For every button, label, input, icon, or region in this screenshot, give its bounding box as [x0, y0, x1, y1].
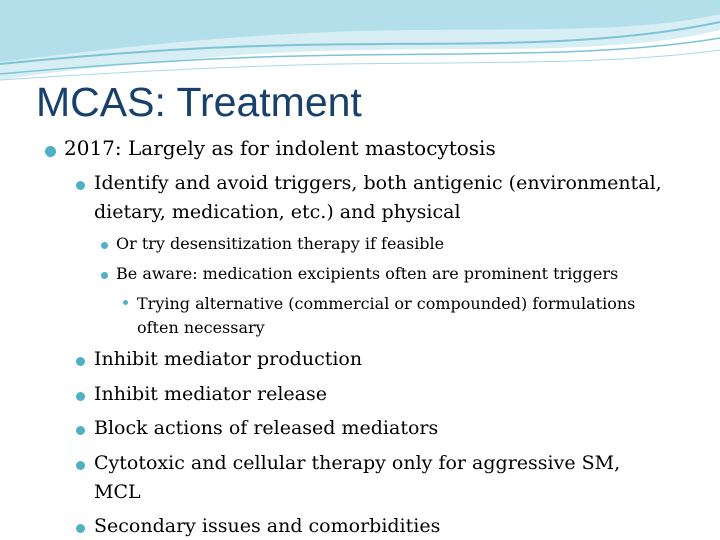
bullet-dot-icon — [76, 426, 85, 435]
bullet-dot-icon — [76, 181, 85, 190]
bullet-text: Inhibit mediator release — [94, 383, 327, 405]
bullet-dot-icon — [76, 461, 85, 470]
bullet-dot-icon — [45, 146, 56, 157]
bullet-text: Identify and avoid triggers, both antigenic (environmental, — [94, 172, 662, 194]
bullet-text: 2017: Largely as for indolent mastocytosis — [64, 136, 496, 160]
bullet-text: Inhibit mediator production — [94, 348, 363, 370]
bullet-text: Secondary issues and comorbidities — [94, 515, 441, 537]
bullet-text: Or try desensitization therapy if feasible — [116, 234, 445, 253]
bullet-text: Be aware: medication excipients often are prominent triggers — [116, 264, 619, 283]
bullet-text: Block actions of released mediators — [94, 417, 439, 439]
bullet-text: often necessary — [137, 318, 265, 337]
bullet-dot-icon — [101, 242, 108, 249]
bullet-dot-icon — [123, 300, 128, 305]
bullet-text: dietary, medication, etc.) and physical — [94, 201, 461, 223]
bullet-dot-icon — [76, 392, 85, 401]
bullet-dot-icon — [76, 357, 85, 366]
slide-title: MCAS: Treatment — [36, 79, 362, 125]
bullet-text: Cytotoxic and cellular therapy only for aggressive SM, — [94, 452, 621, 474]
bullet-dot-icon — [101, 272, 108, 279]
bullet-text: MCL — [94, 481, 141, 503]
bullet-text: Trying alternative (commercial or compounded) formulations — [137, 294, 636, 313]
bullet-dot-icon — [76, 524, 85, 533]
header-wave-decoration — [0, 0, 720, 90]
